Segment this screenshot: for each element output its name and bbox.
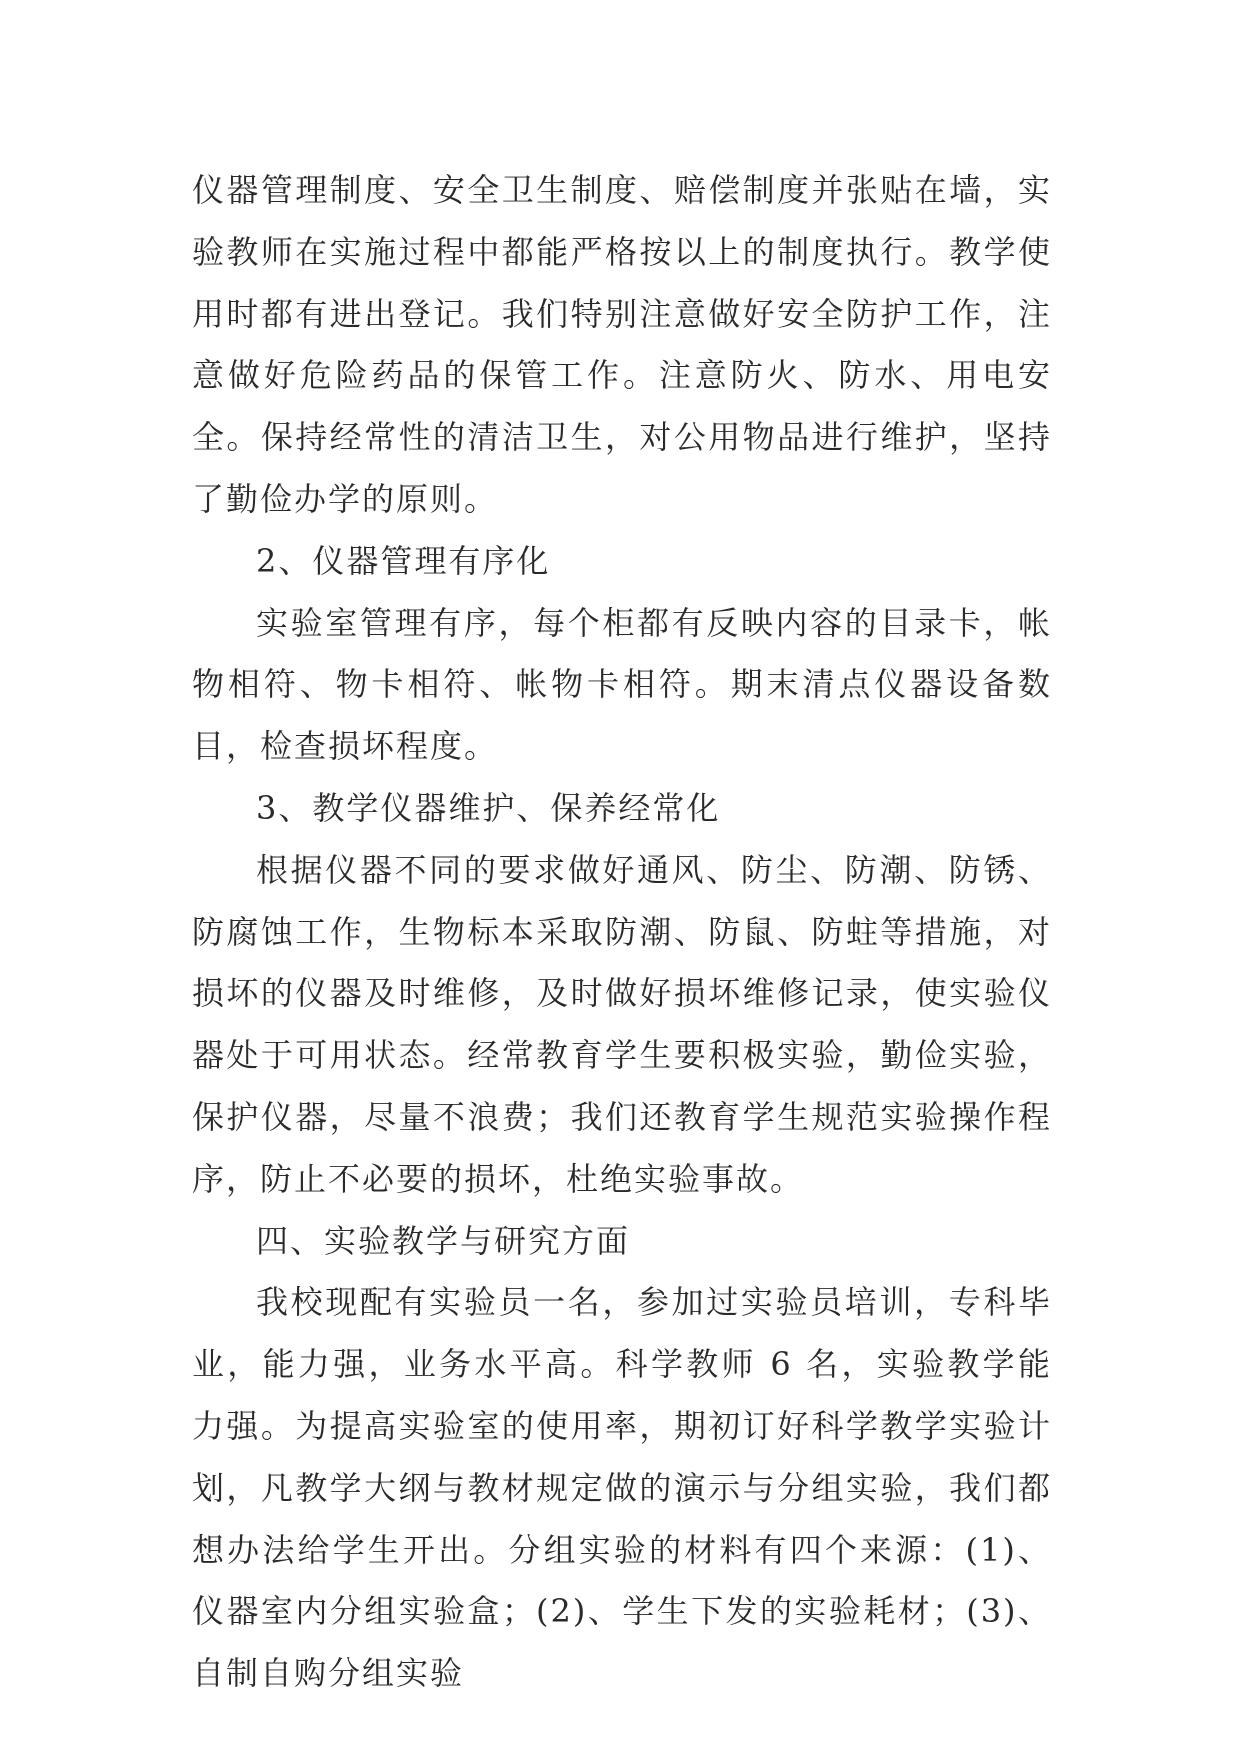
paragraph-rules-continuation: 仪器管理制度、安全卫生制度、赔偿制度并张贴在墙，实验教师在实施过程中都能严格按以上的制度执行。教学使用时都有进出登记。我们特别注意做好安全防护工作，注意做好危险药品的保管工作。注意防火、防水、用电安全。保持经常性的清洁卫生，对公用物品进行维护，坚持了勤俭办学的原则。 (192, 171, 1052, 518)
paragraph-lab-management: 实验室管理有序，每个柜都有反映内容的目录卡，帐物相符、物卡相符、帐物卡相符。期末清点仪器设备数目，检查损坏程度。 (192, 603, 1052, 766)
section-heading-teaching-research: 四、实验教学与研究方面 (256, 1221, 631, 1260)
paragraph-teaching-research: 我校现配有实验员一名，参加过实验员培训，专科毕业，能力强，业务水平高。科学教师 6 名，实验教学能力强。为提高实验室的使用率，期初订好科学教学实验计划，凡教学大纲与教材规定做的演示与分组实验，我们都想办法给学生开出。分组实验的材料有四个来源：(1)、仪器室内分组实验盒；(2)、学生下发的实验耗材；(3)、自制自购分组实验 (192, 1283, 1052, 1693)
paragraph-maintenance: 根据仪器不同的要求做好通风、防尘、防潮、防锈、防腐蚀工作，生物标本采取防潮、防鼠、防蛀等措施，对损坏的仪器及时维修，及时做好损坏维修记录，使实验仪器处于可用状态。经常教育学生要积极实验，勤俭实验，保护仪器，尽量不浪费；我们还教育学生规范实验操作程序，防止不必要的损坏，杜绝实验事故。 (192, 850, 1052, 1198)
section-heading-instrument-maintenance: 3、教学仪器维护、保养经常化 (256, 788, 721, 827)
document-body (192, 160, 1052, 1705)
section-heading-instrument-management: 2、仪器管理有序化 (256, 541, 551, 580)
